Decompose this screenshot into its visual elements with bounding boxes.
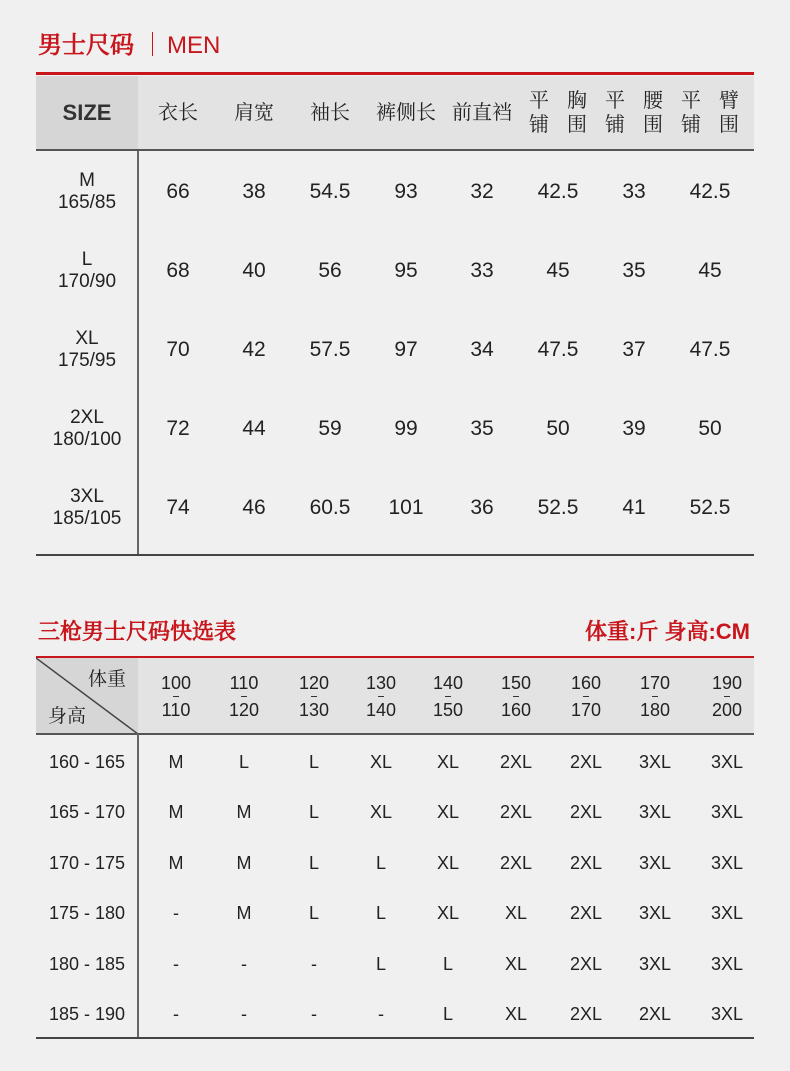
weight-from: 100 (160, 672, 192, 693)
range-dash (513, 696, 519, 697)
size-table-header-rule (36, 149, 754, 151)
weight-to: 200 (711, 699, 743, 720)
quick-table-title: 三枪男士尺码快选表 (38, 619, 237, 644)
size-value-cell: 37 (622, 337, 646, 361)
size-recommendation-cell: M (236, 903, 252, 923)
size-table-bottom-rule (36, 554, 754, 556)
size-recommendation-cell: 2XL (569, 802, 603, 822)
size-value-cell: 47.5 (689, 337, 731, 361)
size-recommendation-cell: XL (369, 802, 393, 822)
size-recommendation-cell: 2XL (638, 1004, 672, 1024)
size-recommendation-cell: - (311, 1004, 317, 1024)
weight-to: 120 (228, 699, 260, 720)
size-recommendation-cell: M (236, 852, 252, 873)
size-recommendation-cell: XL (436, 852, 460, 873)
size-value-cell: 33 (622, 179, 646, 203)
size-recommendation-cell: XL (504, 953, 528, 974)
size-recommendation-cell: L (308, 903, 319, 923)
size-value-cell: 60.5 (309, 495, 351, 519)
size-spec: 165/85 (57, 191, 117, 213)
height-range-cell: 175 - 180 (48, 903, 126, 923)
size-value-cell: 59 (318, 416, 342, 440)
weight-column-header (279, 658, 349, 734)
size-recommendation-cell: 3XL (638, 802, 672, 822)
column-label-line1: 衣长 (158, 102, 198, 124)
size-column-header (368, 76, 444, 150)
size-recommendation-cell: 2XL (569, 953, 603, 974)
size-recommendation-cell: 2XL (569, 1004, 603, 1024)
size-recommendation-cell: L (442, 953, 453, 974)
size-recommendation-cell: 3XL (638, 953, 672, 974)
size-label-cell (36, 389, 138, 468)
column-label-line2: 胸围 (567, 90, 587, 136)
unit-label: 体重:斤 身高:CM (585, 619, 750, 644)
size-value-cell: 93 (394, 179, 418, 203)
size-value-cell: 35 (622, 258, 646, 282)
size-recommendation-cell: XL (504, 1004, 528, 1024)
size-value-cell: 36 (470, 495, 494, 519)
size-recommendation-cell: XL (436, 903, 460, 923)
size-value-cell: 97 (394, 337, 418, 361)
range-dash (173, 696, 179, 697)
column-label-line2: 腰围 (643, 90, 663, 136)
weight-to: 180 (639, 699, 671, 720)
size-recommendation-cell: L (308, 751, 319, 772)
size-value-cell: 35 (470, 416, 494, 440)
page-title (38, 30, 220, 62)
weight-column-header (620, 658, 690, 734)
weight-from: 170 (639, 672, 671, 693)
size-name: XL (75, 327, 99, 349)
height-range-cell: 165 - 170 (48, 802, 126, 822)
size-value-cell: 72 (166, 416, 190, 440)
weight-column-header (209, 658, 279, 734)
size-recommendation-cell: 2XL (569, 852, 603, 873)
weight-column-header (413, 658, 483, 734)
size-recommendation-cell: M (236, 802, 252, 822)
size-value-cell: 95 (394, 258, 418, 282)
weight-to: 110 (161, 699, 191, 720)
size-column-header (672, 76, 748, 150)
size-recommendation-cell: - (173, 1004, 179, 1024)
size-recommendation-cell: M (168, 852, 184, 873)
size-label-cell (36, 468, 138, 547)
weight-to: 140 (365, 699, 397, 720)
weight-column-header (692, 658, 762, 734)
size-value-cell: 42.5 (689, 179, 731, 203)
size-recommendation-cell: 2XL (569, 751, 603, 772)
range-dash (311, 696, 317, 697)
range-dash (241, 696, 247, 697)
size-recommendation-cell: XL (504, 903, 528, 923)
size-label-cell (36, 310, 138, 389)
size-value-cell: 34 (470, 337, 494, 361)
weight-from: 150 (500, 672, 532, 693)
size-value-cell: 32 (470, 179, 494, 203)
size-value-cell: 41 (622, 495, 646, 519)
size-value-cell: 50 (698, 416, 722, 440)
size-recommendation-cell: XL (436, 751, 460, 772)
size-value-cell: 44 (242, 416, 266, 440)
size-recommendation-cell: 3XL (638, 852, 672, 873)
size-recommendation-cell: - (378, 1004, 384, 1024)
size-value-cell: 50 (546, 416, 570, 440)
size-recommendation-cell: - (241, 953, 247, 974)
size-recommendation-cell: 3XL (710, 953, 744, 974)
size-recommendation-cell: - (173, 903, 179, 923)
range-dash (445, 696, 451, 697)
title-cn: 男士尺码 (38, 32, 134, 59)
weight-column-header (551, 658, 621, 734)
size-recommendation-cell: L (238, 751, 249, 772)
title-en: MEN (167, 32, 221, 59)
size-recommendation-cell: 2XL (499, 802, 533, 822)
column-label-line1: 裤侧长 (376, 102, 436, 124)
size-recommendation-cell: 3XL (710, 1004, 744, 1024)
range-dash (583, 696, 589, 697)
size-value-cell: 54.5 (309, 179, 351, 203)
weight-to: 130 (298, 699, 330, 720)
size-column-header (216, 76, 292, 150)
size-value-cell: 38 (242, 179, 266, 203)
column-label-line1: 平铺 (529, 90, 549, 136)
size-recommendation-cell: M (168, 751, 184, 772)
size-name: 3XL (70, 485, 104, 507)
quick-table-header (36, 658, 754, 734)
column-label-line1: 前直裆 (452, 102, 512, 124)
size-spec: 175/95 (57, 349, 117, 371)
size-recommendation-cell: 2XL (499, 852, 533, 873)
size-recommendation-cell: L (375, 953, 386, 974)
weight-from: 160 (570, 672, 602, 693)
weight-column-header (346, 658, 416, 734)
size-recommendation-cell: 3XL (710, 852, 744, 873)
size-recommendation-cell: - (173, 953, 179, 974)
size-column-header (140, 76, 216, 150)
size-value-cell: 47.5 (537, 337, 579, 361)
size-recommendation-cell: L (375, 903, 386, 923)
height-range-cell: 160 - 165 (48, 751, 126, 772)
weight-column-header (141, 658, 211, 734)
weight-to: 160 (500, 699, 532, 720)
size-name: L (81, 248, 93, 270)
range-dash (652, 696, 658, 697)
column-label-line1: 平铺 (605, 90, 625, 136)
size-value-cell: 68 (166, 258, 190, 282)
size-recommendation-cell: - (311, 953, 317, 974)
size-spec: 185/105 (52, 507, 122, 529)
height-range-cell: 185 - 190 (48, 1004, 126, 1024)
size-value-cell: 33 (470, 258, 494, 282)
weight-to: 170 (570, 699, 602, 720)
size-recommendation-cell: XL (436, 802, 460, 822)
size-value-cell: 42.5 (537, 179, 579, 203)
size-label-cell (36, 152, 138, 231)
quick-table-corner (36, 658, 138, 734)
size-value-cell: 70 (166, 337, 190, 361)
size-value-cell: 46 (242, 495, 266, 519)
column-label-line2: 臂围 (719, 90, 739, 136)
size-value-cell: 39 (622, 416, 646, 440)
size-column-header (520, 76, 596, 150)
size-recommendation-cell: M (168, 802, 184, 822)
size-name: 2XL (70, 406, 104, 428)
weight-label: 体重 (87, 669, 126, 690)
weight-from: 130 (365, 672, 397, 693)
size-value-cell: 101 (388, 495, 424, 519)
size-column-header (292, 76, 368, 150)
weight-column-header (481, 658, 551, 734)
size-value-cell: 45 (698, 258, 722, 282)
size-recommendation-cell: 3XL (710, 751, 744, 772)
size-value-cell: 99 (394, 416, 418, 440)
size-recommendation-cell: 3XL (638, 751, 672, 772)
size-value-cell: 57.5 (309, 337, 351, 361)
column-label-line1: 袖长 (310, 102, 350, 124)
height-range-cell: 180 - 185 (48, 953, 126, 974)
size-label-cell (36, 231, 138, 310)
weight-from: 190 (711, 672, 743, 693)
size-recommendation-cell: L (308, 802, 319, 822)
size-value-cell: 74 (166, 495, 190, 519)
size-value-cell: 56 (318, 258, 342, 282)
size-recommendation-cell: 2XL (499, 751, 533, 772)
size-value-cell: 45 (546, 258, 570, 282)
size-spec: 180/100 (52, 428, 122, 450)
title-underline (36, 72, 754, 75)
quick-table-header-rule (36, 733, 754, 735)
size-recommendation-cell: L (308, 852, 319, 873)
weight-from: 140 (432, 672, 464, 693)
column-label-line1: 平铺 (681, 90, 701, 136)
size-value-cell: 40 (242, 258, 266, 282)
size-table (36, 76, 754, 556)
size-column-header (444, 76, 520, 150)
size-value-cell: 42 (242, 337, 266, 361)
weight-from: 110 (229, 672, 259, 693)
size-recommendation-cell: - (241, 1004, 247, 1024)
size-spec: 170/90 (57, 270, 117, 292)
height-label: 身高 (48, 706, 87, 727)
size-value-cell: 52.5 (537, 495, 579, 519)
weight-from: 120 (298, 672, 330, 693)
size-recommendation-cell: 3XL (710, 903, 744, 923)
size-column-header (596, 76, 672, 150)
size-recommendation-cell: 3XL (638, 903, 672, 923)
weight-to: 150 (432, 699, 464, 720)
size-value-cell: 66 (166, 179, 190, 203)
size-recommendation-cell: XL (369, 751, 393, 772)
size-recommendation-cell: L (442, 1004, 453, 1024)
range-dash (378, 696, 384, 697)
size-value-cell: 52.5 (689, 495, 731, 519)
size-name: M (79, 169, 95, 191)
size-recommendation-cell: 2XL (569, 903, 603, 923)
size-recommendation-cell: L (375, 852, 386, 873)
range-dash (724, 696, 730, 697)
column-label-line1: 肩宽 (234, 102, 274, 124)
title-divider (152, 32, 153, 56)
size-header-cell: SIZE (36, 76, 138, 150)
height-range-cell: 170 - 175 (48, 852, 126, 873)
size-recommendation-cell: 3XL (710, 802, 744, 822)
